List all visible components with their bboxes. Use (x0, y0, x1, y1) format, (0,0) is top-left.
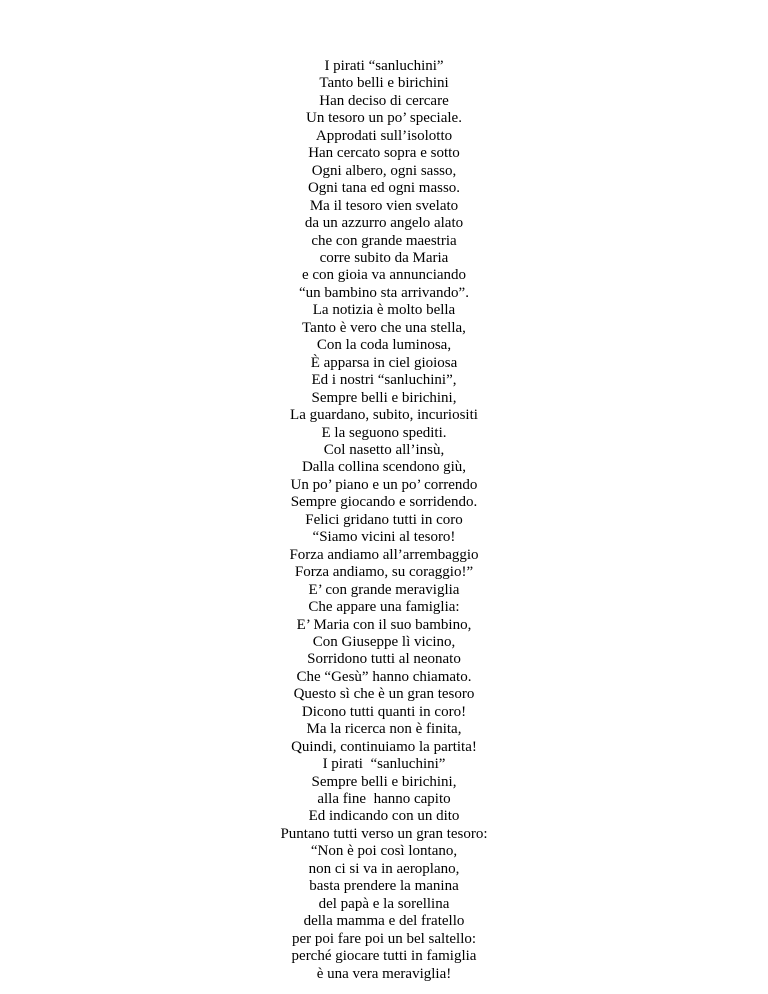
poem-line: Ma il tesoro vien svelato (309, 197, 459, 214)
poem-line: È apparsa in ciel gioiosa (310, 354, 458, 371)
poem-line: Con la coda luminosa, (316, 337, 452, 354)
poem-line: E’ con grande meraviglia (308, 581, 460, 598)
poem-line: alla fine hanno capito (317, 791, 451, 808)
poem-line: e con gioia va annunciando (301, 267, 467, 284)
poem-line: Dalla collina scendono giù, (301, 459, 467, 476)
poem-line: E la seguono spediti. (321, 424, 447, 441)
poem-line: Sempre giocando e sorridendo. (290, 494, 478, 511)
poem-line: Approdati sull’isolotto (315, 127, 453, 144)
poem-line: che con grande maestria (311, 232, 457, 249)
poem-line: E’ Maria con il suo bambino, (296, 616, 472, 633)
poem-line: perché giocare tutti in famiglia (291, 948, 477, 965)
poem-line: Quindi, continuiamo la partita! (291, 738, 477, 755)
poem-line: da un azzurro angelo alato (304, 215, 464, 232)
poem-line: Ogni tana ed ogni masso. (307, 180, 461, 197)
poem-line: Forza andiamo, su coraggio!” (294, 564, 474, 581)
poem-line: Sempre belli e birichini, (311, 389, 457, 406)
poem-line: Un po’ piano e un po’ correndo (290, 476, 478, 493)
poem-line: Che appare una famiglia: (308, 599, 460, 616)
poem-text (0, 58, 768, 983)
poem-line: per poi fare poi un bel saltello: (291, 930, 477, 947)
poem-line: Un tesoro un po’ speciale. (306, 110, 462, 127)
poem-line: della mamma e del fratello (303, 913, 465, 930)
poem-line: Puntano tutti verso un gran tesoro: (280, 825, 488, 842)
poem-line: I pirati “sanluchini” (324, 58, 444, 74)
poem-line: Ma la ricerca non è finita, (306, 721, 462, 738)
poem-line: Col nasetto all’insù, (323, 441, 445, 458)
poem-line: “Siamo vicini al tesoro! (312, 529, 456, 546)
poem-line: Tanto è vero che una stella, (302, 319, 466, 336)
poem-line: Han deciso di cercare (319, 92, 449, 109)
poem-line: Tanto belli e birichini (319, 75, 449, 92)
poem-line: Questo sì che è un gran tesoro (293, 686, 475, 703)
poem-line: Con Giuseppe lì vicino, (312, 633, 456, 650)
poem-line: Han cercato sopra e sotto (308, 145, 460, 162)
poem-line: “un bambino sta arrivando”. (299, 284, 469, 301)
poem-line: Forza andiamo all’arrembaggio (289, 546, 479, 563)
poem-line: del papà e la sorellina (318, 895, 450, 912)
poem-line: Dicono tutti quanti in coro! (301, 703, 467, 720)
poem-line: è una vera meraviglia! (316, 965, 452, 982)
poem-line: Sempre belli e birichini, (311, 773, 457, 790)
poem-line: I pirati “sanluchini” (322, 756, 446, 773)
poem-line: Ogni albero, ogni sasso, (311, 162, 457, 179)
poem-line: Sorridono tutti al neonato (307, 651, 461, 668)
poem-line: corre subito da Maria (319, 249, 449, 266)
poem-line: Ed indicando con un dito (308, 808, 460, 825)
poem-line: Felici gridano tutti in coro (305, 511, 463, 528)
poem-line: basta prendere la manina (309, 878, 459, 895)
poem-line: La notizia è molto bella (312, 302, 456, 319)
poem-line: La guardano, subito, incuriositi (290, 407, 478, 424)
poem-line: non ci si va in aeroplano, (308, 860, 460, 877)
poem-line: “Non è poi così lontano, (310, 843, 458, 860)
poem-line: Ed i nostri “sanluchini”, (311, 372, 457, 389)
poem-line: Che “Gesù” hanno chiamato. (296, 668, 472, 685)
